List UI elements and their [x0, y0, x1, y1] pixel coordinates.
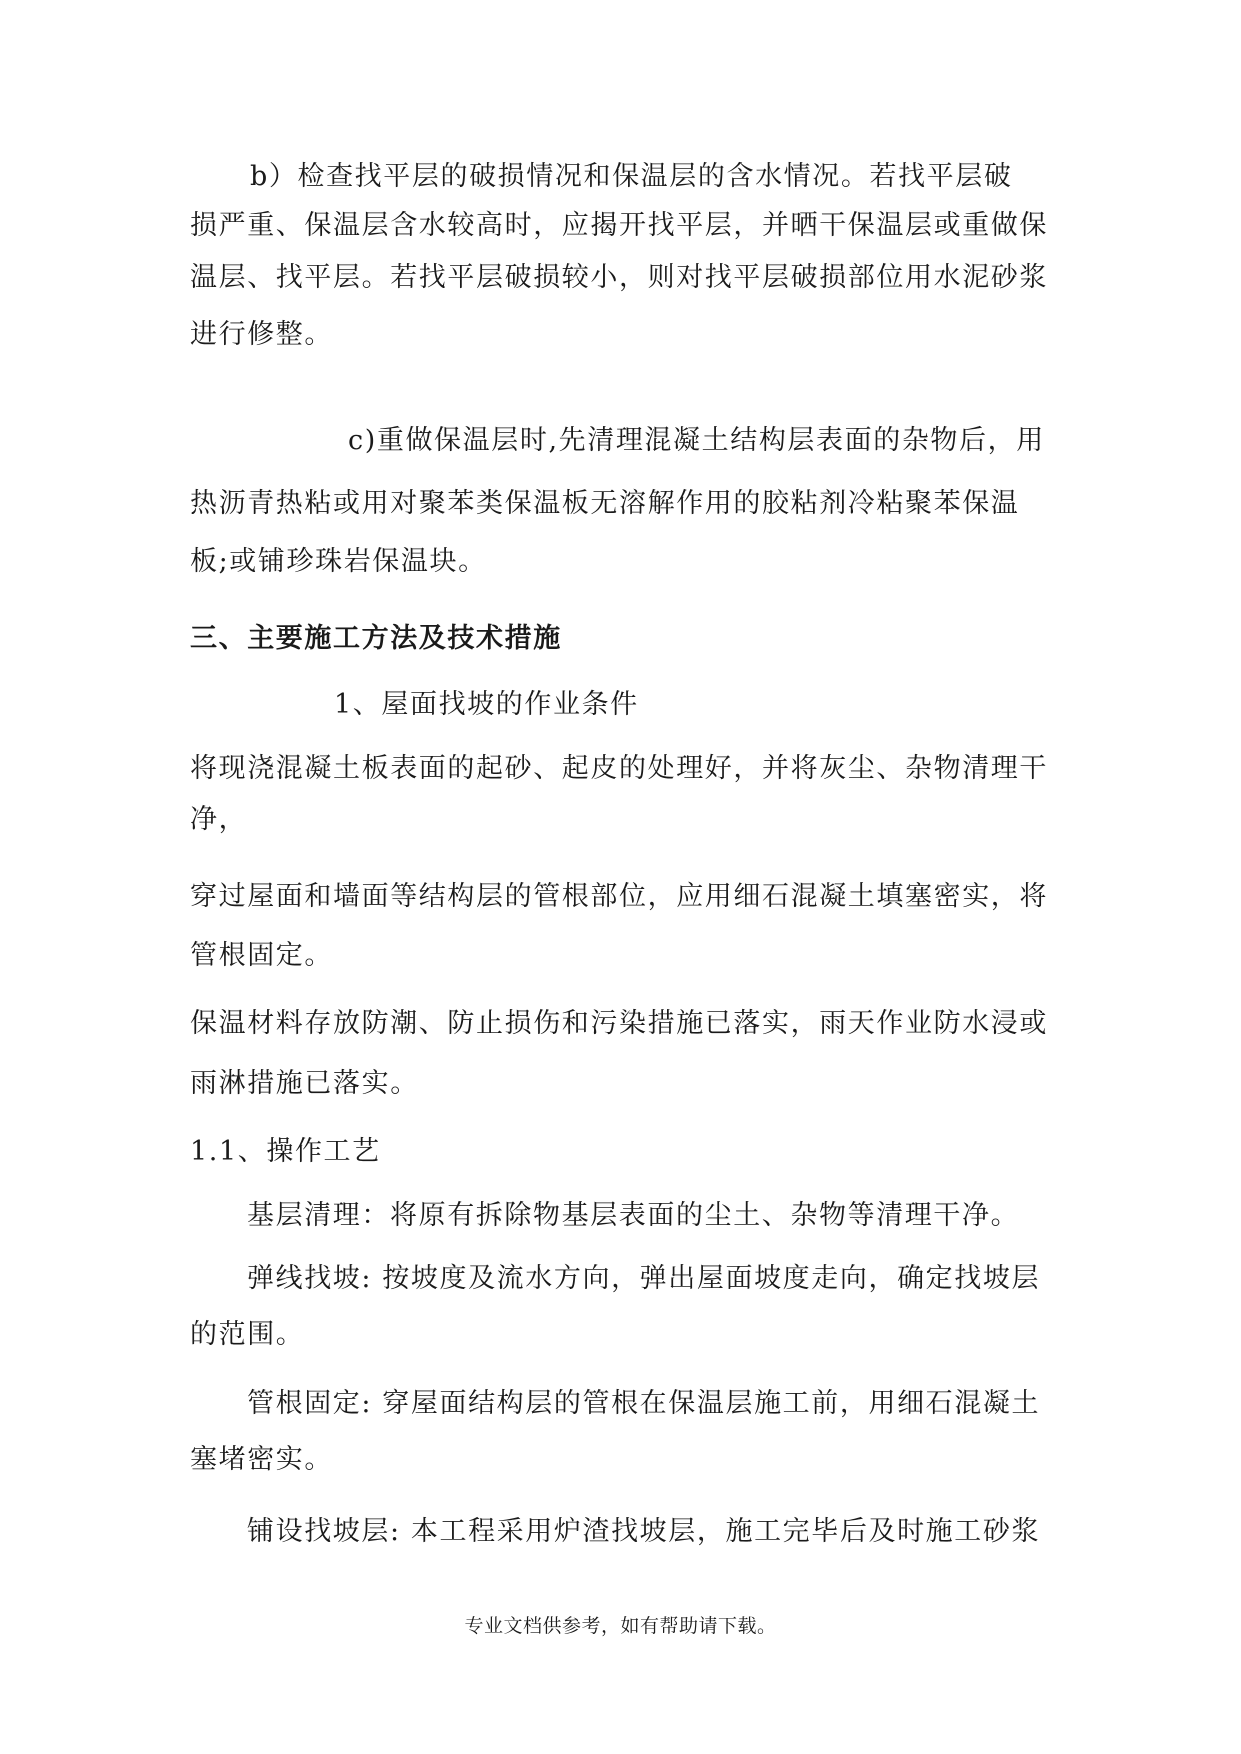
condition-3-line-1: 保温材料存放防潮、防止损伤和污染措施已落实，雨天作业防水浸或 — [190, 1008, 1048, 1039]
step-3-line-2: 塞堵密实。 — [190, 1444, 333, 1475]
para-b-line-4: 进行修整。 — [190, 319, 333, 350]
step-2-line-1: 弹线找坡: 按坡度及流水方向，弹出屋面坡度走向，确定找坡层 — [247, 1263, 1041, 1294]
para-c-line-2: 热沥青热粘或用对聚苯类保温板无溶解作用的胶粘剂冷粘聚苯保温 — [190, 488, 1020, 519]
step-1-line-1: 基层清理：将原有拆除物基层表面的尘土、杂物等清理干净。 — [247, 1200, 1020, 1231]
para-b-line-3: 温层、找平层。若找平层破损较小，则对找平层破损部位用水泥砂浆 — [190, 262, 1048, 293]
section-heading: 三、主要施工方法及技术措施 — [190, 623, 562, 654]
para-b-line-1: b）检查找平层的破损情况和保温层的含水情况。若找平层破 — [250, 161, 1013, 192]
condition-1-line-1: 将现浇混凝土板表面的起砂、起皮的处理好，并将灰尘、杂物清理干 — [190, 753, 1048, 784]
para-c-line-1: c)重做保温层时,先清理混凝土结构层表面的杂物后，用 — [348, 425, 1045, 456]
step-2-line-2: 的范围。 — [190, 1319, 305, 1350]
para-b-line-2: 损严重、保温层含水较高时，应揭开找平层，并晒干保温层或重做保 — [190, 210, 1048, 241]
para-c-line-3: 板;或铺珍珠岩保温块。 — [190, 546, 487, 577]
condition-3-line-2: 雨淋措施已落实。 — [190, 1068, 419, 1099]
page-footer: 专业文档供参考，如有帮助请下载。 — [464, 1615, 777, 1637]
step-4-line-1: 铺设找坡层: 本工程采用炉渣找坡层，施工完毕后及时施工砂浆 — [247, 1516, 1041, 1547]
subheading-1-1: 1.1、操作工艺 — [190, 1136, 381, 1167]
condition-2-line-2: 管根固定。 — [190, 940, 333, 971]
subheading-1: 1、屋面找坡的作业条件 — [334, 689, 639, 720]
step-3-line-1: 管根固定: 穿屋面结构层的管根在保温层施工前，用细石混凝土 — [247, 1388, 1041, 1419]
condition-1-line-2: 净， — [190, 804, 248, 835]
condition-2-line-1: 穿过屋面和墙面等结构层的管根部位，应用细石混凝土填塞密实，将 — [190, 881, 1048, 912]
